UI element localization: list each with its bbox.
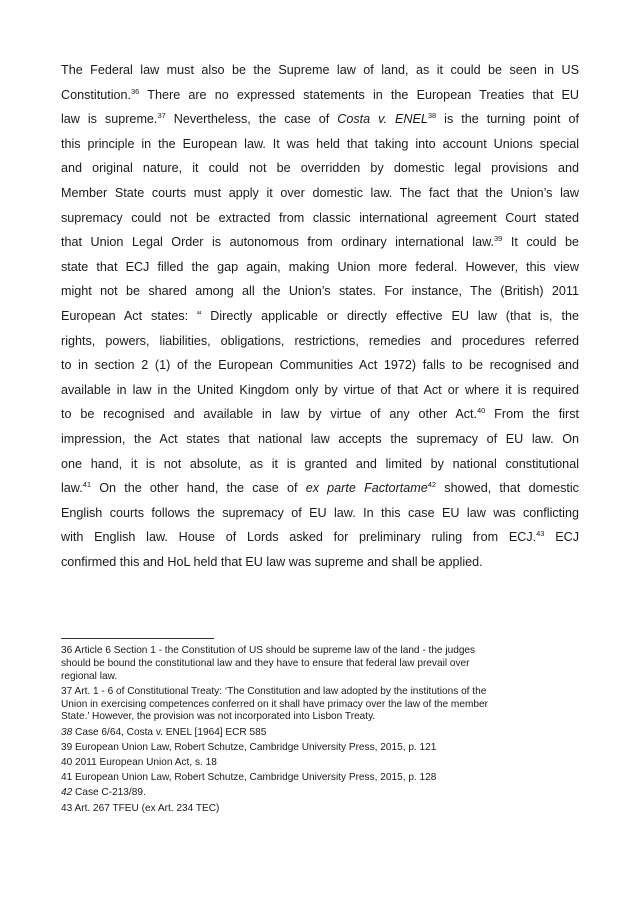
footnote-number: 40	[61, 756, 73, 768]
body-line	[61, 452, 579, 477]
footnote-43	[61, 803, 579, 816]
body-line	[61, 427, 579, 452]
footnote-number: 37	[61, 685, 73, 697]
body-line	[61, 402, 579, 427]
footnote-41	[61, 772, 579, 785]
text-run: On the other hand, the case of	[91, 481, 306, 496]
footnote-text: should be bound the constitutional law and they have to ensure that federal law prevail over	[61, 657, 470, 669]
case-name: Costa v. ENEL	[337, 112, 428, 127]
footnote-number: 38	[61, 726, 73, 738]
footnote-text: Case 6/64, Costa v. ENEL [1964] ECR 585	[75, 726, 267, 738]
text-run: to be recognised and available in law by virtue of any other Act.	[61, 407, 478, 422]
footnote-line	[61, 727, 579, 740]
footnote-text: Union in exercising competences conferred on it shall have primacy over the law of the member	[61, 698, 488, 710]
text-run: European Act states: “ Directly applicable or directly effective EU law (that is, the	[61, 308, 579, 323]
footnote-reference: 39	[493, 234, 503, 244]
footnote-line	[61, 803, 579, 816]
text-run: with English law. House of Lords asked for preliminary ruling from ECJ.	[61, 530, 537, 545]
text-run: showed, that domestic	[436, 481, 579, 496]
text-run: Member State courts must apply it over domestic law. The fact that the Union’s law	[61, 185, 579, 200]
text-run: rights, powers, liabilities, obligations, restrictions, remedies and procedures referred	[61, 333, 579, 348]
footnote-reference: 37	[157, 111, 166, 121]
body-line	[61, 230, 579, 255]
footnote-reference: 40	[477, 406, 486, 416]
body-line	[61, 156, 579, 181]
footnote-reference: 36	[131, 86, 140, 96]
text-run: that Union Legal Order is autonomous from ordinary international law.	[61, 235, 494, 250]
footnote-number: 42	[61, 787, 73, 799]
text-run: ECJ	[544, 530, 579, 545]
footnote-36	[61, 645, 579, 683]
footnote-text: State.’ However, the provision was not incorporated into Lisbon Treaty.	[61, 711, 376, 723]
text-run: to in section 2 (1) of the European Communities Act 1972) falls to be recognised and	[61, 358, 579, 373]
text-run: and original nature, it could not be overridden by domestic legal provisions and	[61, 161, 579, 176]
body-line	[61, 107, 579, 132]
footnote-38	[61, 727, 579, 740]
footnote-text: Article 6 Section 1 - the Constitution of US should be supreme law of the land - the judges	[74, 645, 476, 656]
footnote-number: 36	[61, 645, 73, 656]
body-line	[61, 329, 579, 354]
body-line	[61, 476, 579, 501]
body-paragraph	[61, 58, 579, 574]
body-line	[61, 353, 579, 378]
body-line	[61, 206, 579, 231]
footnote-text: Case C-213/89.	[75, 787, 146, 799]
footnote-line	[61, 757, 579, 770]
footnote-text: Art. 267 TFEU (ex Art. 234 TEC)	[74, 802, 220, 814]
footnote-39	[61, 742, 579, 755]
footnote-text: 2011 European Union Act, s. 18	[75, 756, 217, 768]
footnote-number: 43	[61, 802, 73, 814]
body-line	[61, 279, 579, 304]
footnote-37	[61, 686, 579, 724]
text-run: law is supreme.	[61, 112, 158, 127]
footnote-reference: 38	[427, 111, 437, 121]
text-run: It could be	[502, 235, 579, 250]
footnote-number: 41	[61, 772, 73, 784]
footnote-separator	[61, 638, 214, 639]
text-run: There are no expressed statements in the European Treaties that EU	[139, 87, 579, 102]
footnote-line	[61, 711, 579, 724]
footnote-line	[61, 772, 579, 785]
footnote-text: regional law.	[61, 670, 118, 682]
footnote-reference: 41	[82, 480, 92, 490]
text-run: this principle in the European law. It was held that taking into account Unions special	[61, 136, 579, 151]
footnote-text: Art. 1 - 6 of Constitutional Treaty: ‘The Constitution and law adopted by the institutions of the	[74, 685, 487, 697]
text-run: confirmed this and HoL held that EU law was supreme and shall be applied.	[61, 554, 483, 569]
footnote-line	[61, 645, 579, 658]
body-line	[61, 378, 579, 403]
body-line	[61, 501, 579, 526]
text-run: impression, the Act states that national law accepts the supremacy of EU law. On	[61, 431, 579, 446]
footnote-text: European Union Law, Robert Schutze, Cambridge University Press, 2015, p. 121	[75, 741, 437, 753]
footnote-line	[61, 658, 579, 671]
text-run: The Federal law must also be the Supreme law of land, as it could be seen in US	[61, 63, 579, 77]
text-run: Constitution.	[61, 87, 132, 102]
text-run: supremacy could not be extracted from classic international agreement Court stated	[61, 210, 579, 225]
footnote-40	[61, 757, 579, 770]
footnote-text: European Union Law, Robert Schutze, Cambridge University Press, 2015, p. 128	[75, 772, 437, 784]
body-line	[61, 83, 579, 108]
footnote-reference: 42	[427, 480, 437, 490]
text-run: might not be shared among all the Union’s states. For instance, The (British) 2011	[61, 284, 579, 299]
body-line	[61, 304, 579, 329]
footnote-reference: 43	[536, 529, 545, 539]
text-run: law.	[61, 481, 83, 496]
footnote-line	[61, 787, 579, 800]
footnote-line	[61, 686, 579, 699]
footnote-number: 39	[61, 741, 73, 753]
text-run: is the turning point of	[436, 112, 579, 127]
text-run: From the first	[485, 407, 579, 422]
body-line	[61, 525, 579, 550]
footnote-line	[61, 699, 579, 712]
body-line	[61, 132, 579, 157]
text-run: available in law in the United Kingdom only by virtue of that Act or where it is required	[61, 382, 579, 397]
text-run: Nevertheless, the case of	[165, 112, 338, 127]
footnote-line	[61, 671, 579, 684]
body-line	[61, 550, 579, 575]
body-line	[61, 181, 579, 206]
footnote-line	[61, 742, 579, 755]
text-run: English courts follows the supremacy of EU law. In this case EU law was conflicting	[61, 505, 579, 520]
body-line	[61, 58, 579, 83]
text-run: state that ECJ filled the gap again, making Union more federal. However, this view	[61, 259, 579, 274]
case-name: ex parte Factortame	[305, 481, 428, 496]
footnotes	[61, 645, 579, 818]
text-run: one hand, it is not absolute, as it is granted and limited by national constitutional	[61, 456, 579, 471]
footnote-42	[61, 787, 579, 800]
body-line	[61, 255, 579, 280]
